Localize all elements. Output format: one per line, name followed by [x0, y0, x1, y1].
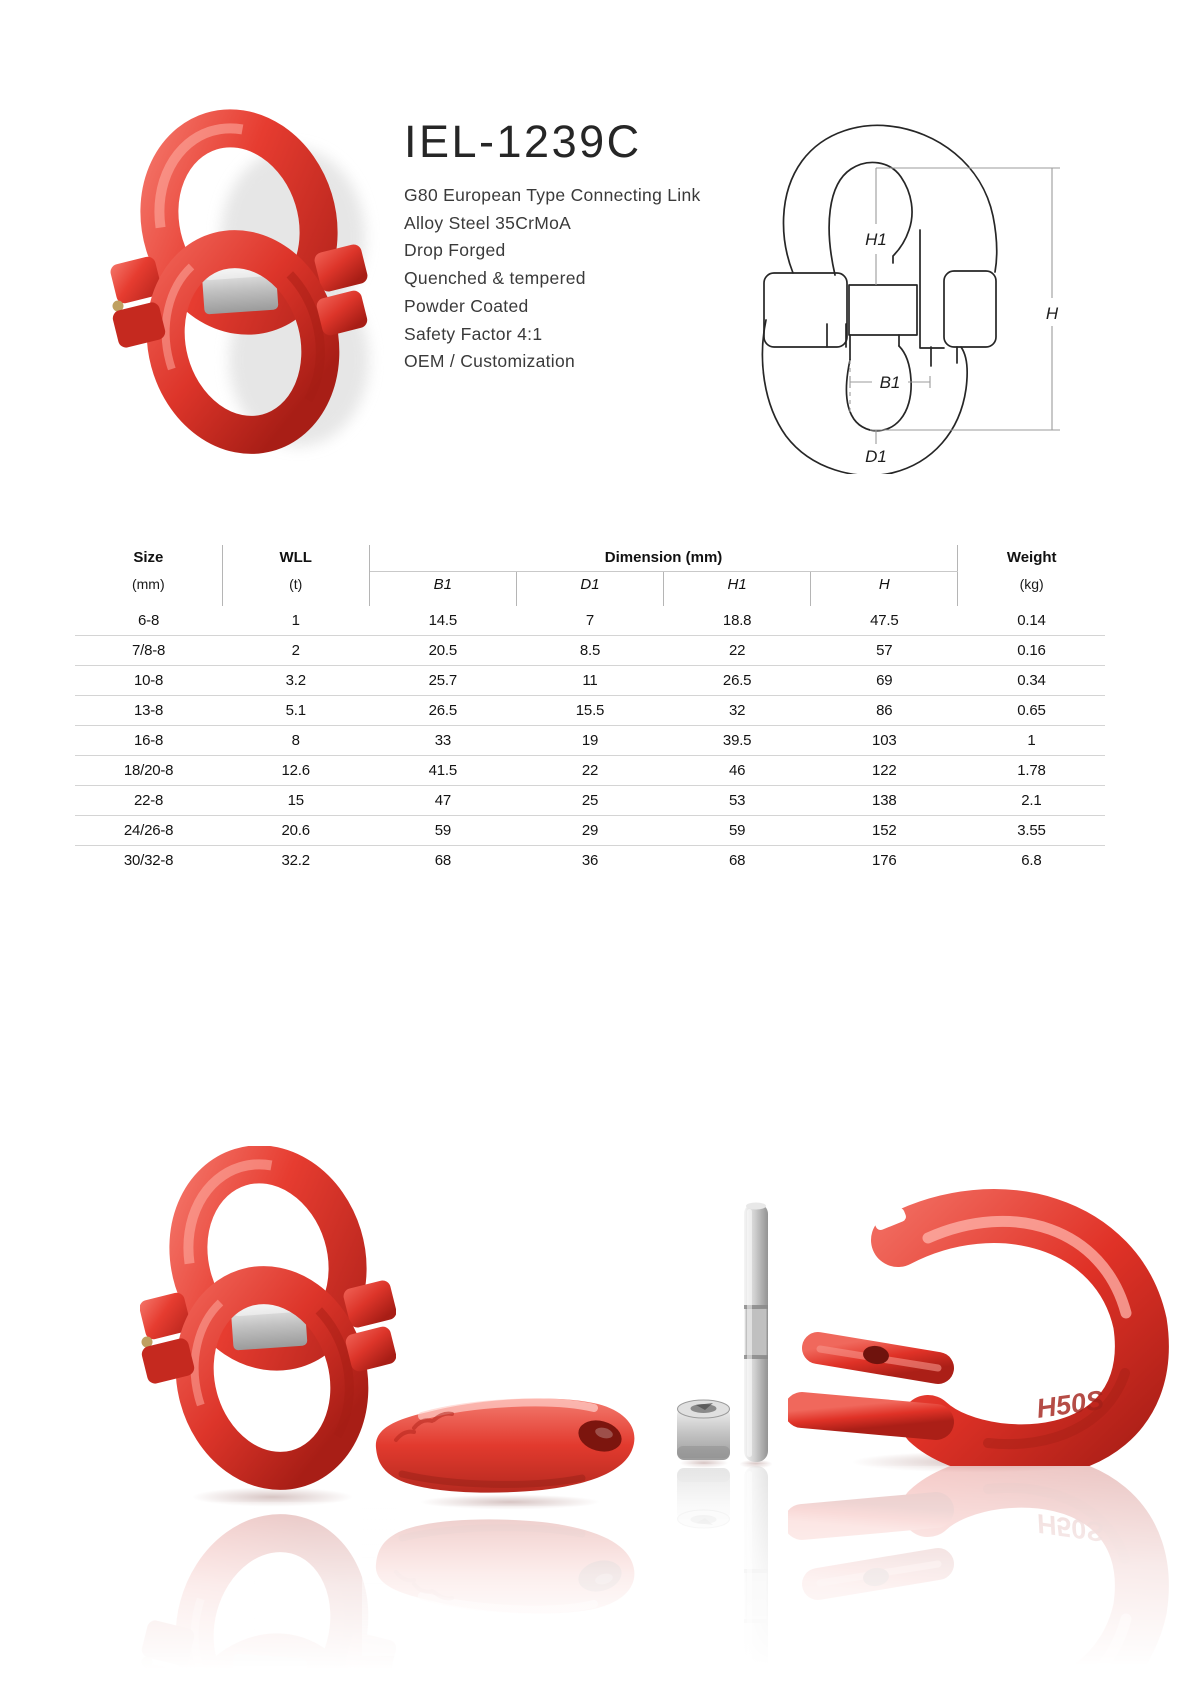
table-cell: 8 — [222, 726, 369, 756]
table-row — [75, 846, 1105, 876]
reflection-half-link-flat — [362, 1506, 654, 1656]
table-cell: 14.5 — [428, 612, 458, 629]
photo-locking-pin — [741, 1201, 771, 1464]
table-cell: 18.8 — [722, 612, 752, 629]
title-block — [404, 116, 734, 376]
page-title: IEL-1239C — [404, 116, 642, 167]
col-header-weight: Weight — [1006, 549, 1057, 567]
table-cell: 7 — [585, 612, 595, 629]
table-cell: 152 — [811, 816, 958, 846]
product-photo-main — [95, 108, 395, 468]
col-unit-wll: (t) — [222, 572, 369, 607]
reflection-locking-pin — [741, 1464, 771, 1687]
table-cell: 25.7 — [369, 666, 516, 696]
table-cell: 30/32-8 — [75, 846, 222, 876]
table-row — [75, 636, 1105, 666]
table-cell: 1 — [291, 612, 300, 629]
table-cell: 13-8 — [75, 696, 222, 726]
table-cell: 5.1 — [222, 696, 369, 726]
table-cell: 69 — [811, 666, 958, 696]
table-cell: 20.5 — [369, 636, 516, 666]
table-cell: 20.6 — [222, 816, 369, 846]
table-cell: 22 — [516, 756, 663, 786]
table-cell: 3.2 — [222, 666, 369, 696]
feature-item: Powder Coated — [404, 295, 529, 316]
table-cell: 68 — [369, 846, 516, 876]
table-cell: 8.5 — [516, 636, 663, 666]
table-cell: 22 — [664, 636, 811, 666]
feature-item: Safety Factor 4:1 — [404, 323, 543, 344]
table-cell: 33 — [369, 726, 516, 756]
table-cell: 24/26-8 — [75, 816, 222, 846]
table-cell: 18/20-8 — [75, 756, 222, 786]
table-cell: 15.5 — [516, 696, 663, 726]
table-cell: 11 — [516, 666, 663, 696]
table-cell: 176 — [811, 846, 958, 876]
table-row — [75, 786, 1105, 816]
table-row — [75, 816, 1105, 846]
table-row — [75, 696, 1105, 726]
connecting-link-image — [95, 108, 395, 468]
dim-label-h1: H1 — [865, 230, 887, 249]
table-cell: 26.5 — [664, 666, 811, 696]
table-cell: 47.5 — [870, 612, 899, 629]
table-cell: 10-8 — [75, 666, 222, 696]
col-header-size: Size — [75, 545, 222, 572]
table-cell: 1.78 — [958, 756, 1105, 786]
table-cell: 25 — [516, 786, 663, 816]
feature-item: Alloy Steel 35CrMoA — [404, 212, 572, 233]
table-cell: 103 — [811, 726, 958, 756]
table-cell: 39.5 — [664, 726, 811, 756]
table-cell: 59 — [664, 816, 811, 846]
photo-assembled-link — [140, 1146, 396, 1502]
photo-half-link-flat — [362, 1382, 654, 1506]
table-cell: 15 — [222, 786, 369, 816]
feature-item: G80 European Type Connecting Link — [404, 185, 701, 205]
col-header-wll: WLL — [222, 545, 369, 572]
col-header-h1: H1 — [664, 572, 811, 607]
photo-pin-sleeve — [675, 1398, 732, 1464]
table-cell: 12.6 — [222, 756, 369, 786]
col-header-b1: B1 — [369, 572, 516, 607]
spec-table — [75, 545, 1105, 875]
dimension-diagram — [694, 112, 1074, 474]
table-cell: 1 — [958, 726, 1105, 756]
table-cell: 22-8 — [75, 786, 222, 816]
col-unit-size: (mm) — [75, 572, 222, 607]
table-cell: 32 — [664, 696, 811, 726]
reflection-assembled-link — [140, 1502, 396, 1687]
feature-item: Drop Forged — [404, 240, 506, 261]
table-row — [75, 666, 1105, 696]
feature-item: OEM / Customization — [404, 351, 576, 372]
col-unit-weight: (kg) — [1019, 576, 1044, 593]
spec-table-body — [75, 606, 1105, 875]
col-header-dimension-group: Dimension (mm) — [369, 545, 958, 572]
table-cell: 26.5 — [369, 696, 516, 726]
table-cell: 41.5 — [369, 756, 516, 786]
reflection-pin-sleeve — [675, 1464, 732, 1584]
dim-label-h: H — [1045, 304, 1059, 323]
table-cell: 7/8-8 — [75, 636, 222, 666]
table-cell: 59 — [369, 816, 516, 846]
table-row — [75, 606, 1105, 636]
table-row — [75, 726, 1105, 756]
table-cell: 19 — [516, 726, 663, 756]
table-cell: 68 — [664, 846, 811, 876]
col-header-h: H — [811, 572, 958, 607]
table-cell: 86 — [811, 696, 958, 726]
table-cell: 6.8 — [958, 846, 1105, 876]
feature-item: Quenched & tempered — [404, 268, 586, 289]
table-cell: 0.65 — [958, 696, 1105, 726]
table-cell: 53 — [664, 786, 811, 816]
table-cell: 6-8 — [138, 612, 160, 629]
table-cell: 16-8 — [75, 726, 222, 756]
table-cell: 0.16 — [958, 636, 1105, 666]
table-cell: 3.55 — [958, 816, 1105, 846]
table-cell: 36 — [516, 846, 663, 876]
dim-label-b1: B1 — [879, 373, 901, 392]
table-cell: 57 — [811, 636, 958, 666]
table-cell: 0.34 — [958, 666, 1105, 696]
table-cell: 46 — [664, 756, 811, 786]
spec-section — [75, 545, 1105, 875]
table-cell: 122 — [811, 756, 958, 786]
table-cell: 2 — [222, 636, 369, 666]
table-cell: 2.1 — [958, 786, 1105, 816]
col-header-d1: D1 — [516, 572, 663, 607]
table-cell: 0.14 — [1017, 612, 1046, 629]
feature-list — [404, 182, 734, 376]
table-cell: 32.2 — [222, 846, 369, 876]
dim-label-d1: D1 — [865, 447, 887, 466]
table-cell: 138 — [811, 786, 958, 816]
table-cell: 29 — [516, 816, 663, 846]
table-row — [75, 756, 1105, 786]
reflection-half-link-standing — [788, 1466, 1170, 1687]
photo-half-link-standing — [788, 1178, 1170, 1466]
table-cell: 47 — [369, 786, 516, 816]
